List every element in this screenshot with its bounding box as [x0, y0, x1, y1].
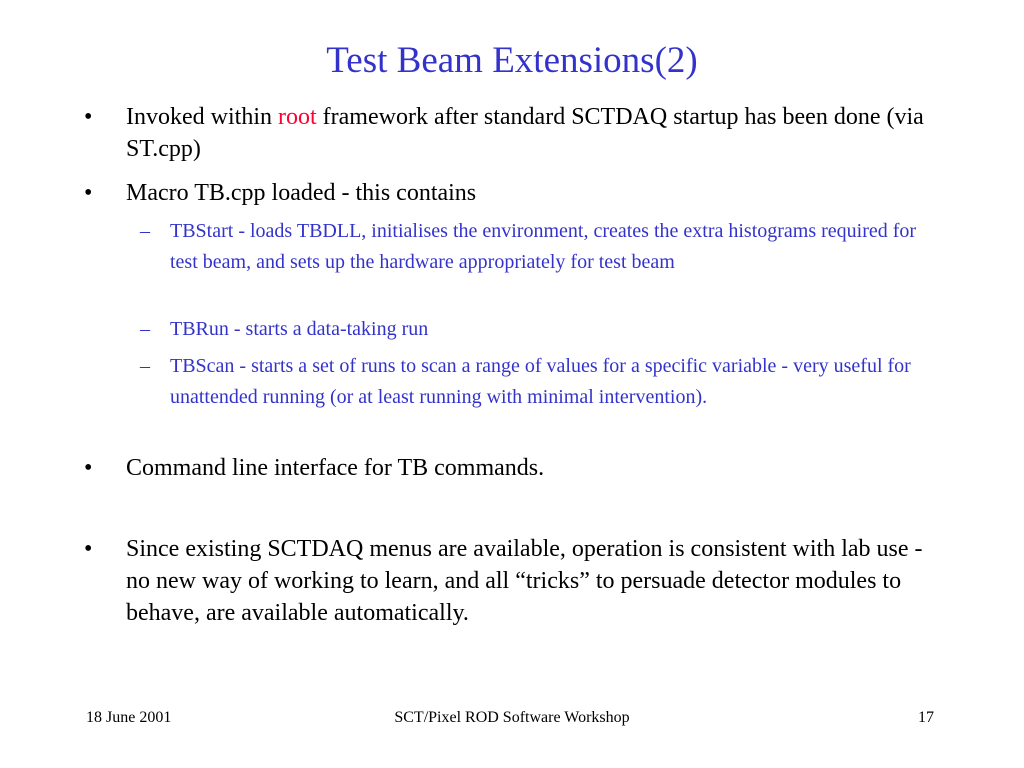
- bullet-text: Macro TB.cpp loaded - this contains: [126, 180, 477, 206]
- subbullet-marker: –: [140, 318, 150, 340]
- subbullet-item-tbstart: [140, 216, 940, 278]
- bullet-marker: •: [84, 180, 93, 206]
- footer-event: SCT/Pixel ROD Software Workshop: [394, 709, 630, 726]
- bullet-text: [126, 101, 944, 165]
- bullet-item-invoked: [84, 101, 944, 165]
- bullet-text-after: framework after standard SCTDAQ startup has been done (via ST.cpp): [126, 104, 924, 162]
- bullet-item-macro: [84, 177, 944, 209]
- footer-date: 18 June 2001: [86, 709, 172, 726]
- bullet-text: Command line interface for TB commands.: [126, 455, 545, 481]
- subbullet-marker: –: [140, 220, 150, 242]
- bullet-text-before: Invoked within: [126, 104, 278, 130]
- root-highlight: root: [277, 104, 317, 130]
- bullet-marker: •: [84, 104, 93, 130]
- subbullet-item-tbrun: [140, 314, 940, 345]
- bullet-item-command-line: [84, 452, 944, 484]
- subbullet-marker: –: [140, 355, 150, 377]
- subbullet-text: TBStart - loads TBDLL, initialises the environment, creates the extra histograms required for test beam, and sets up the hardware appropriately for test beam: [170, 220, 917, 273]
- subbullet-item-tbscan: [140, 351, 940, 413]
- slide-title: Test Beam Extensions(2): [326, 40, 698, 81]
- bullet-item-sctdaq-menus: [84, 533, 944, 629]
- subbullet-text: TBScan - starts a set of runs to scan a range of values for a specific variable - very useful for unattended running (or at least running with minimal intervention).: [170, 355, 911, 408]
- subbullet-text: TBRun - starts a data-taking run: [170, 318, 429, 340]
- bullet-marker: •: [84, 536, 93, 562]
- footer-page-number: 17: [918, 709, 934, 726]
- bullet-marker: •: [84, 455, 93, 481]
- bullet-text: Since existing SCTDAQ menus are available, operation is consistent with lab use - no new way of working to learn, and all “tricks” to persuade detector modules to behave, are available automatically.: [126, 536, 923, 626]
